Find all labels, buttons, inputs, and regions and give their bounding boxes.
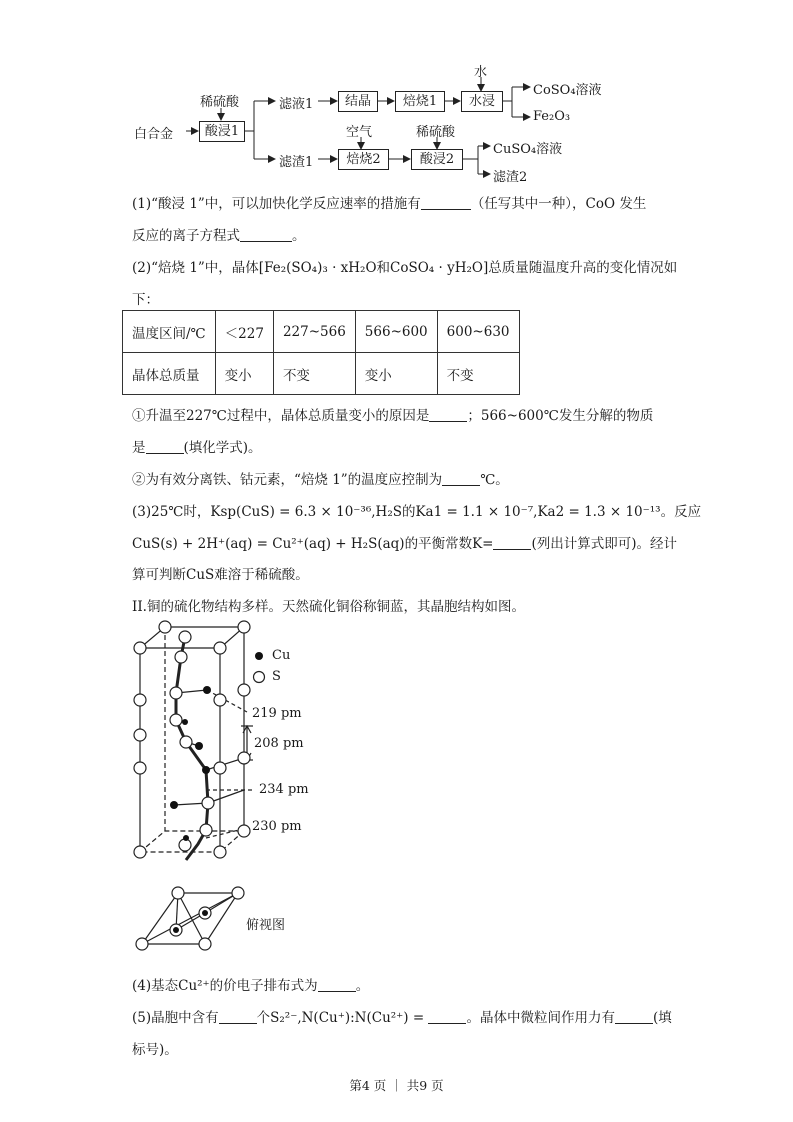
q2-line-2: 下：	[132, 292, 159, 308]
flow-step-roast-2: 焙烧2	[338, 149, 389, 170]
q5-line-2: 标号)。	[132, 1042, 178, 1058]
q3-line-2: CuS(s) + 2H⁺(aq) = Cu²⁺(aq) + H₂S(aq)的平衡常数K= (列出计算式即可)。经计	[132, 536, 678, 552]
flow-output-residue-2: 滤渣2	[493, 170, 528, 185]
flow-reagent-1: 稀硫酸	[200, 95, 240, 110]
flow-output-fe2o3: Fe₂O₃	[533, 109, 571, 124]
q1-line-1: (1)“酸浸 1”中，可以加快化学反应速率的措施有 （任写其中一种），CoO 发生	[132, 196, 647, 212]
q2-line-1: (2)“焙烧 1”中，晶体[Fe₂(SO₄)₃ · xH₂O和CoSO₄ · yH₂O]总质量随温度升高的变化情况如	[132, 260, 678, 276]
flow-step-acid-leach-2: 酸浸2	[411, 149, 463, 170]
distance-label-219: 219 pm	[252, 706, 302, 721]
flow-reagent-2: 稀硫酸	[416, 125, 456, 140]
table-header-cell: 温度区间/℃	[123, 311, 216, 353]
distance-label-230: 230 pm	[252, 819, 302, 834]
flow-water-label: 水	[474, 65, 488, 80]
distance-label-208: 208 pm	[254, 736, 304, 751]
table-header-cell: 227~566	[273, 311, 355, 353]
flow-step-acid-leach-1: 酸浸1	[199, 121, 245, 142]
q5-line-1: (5)晶胞中含有 个S₂²⁻,N(Cu⁺):N(Cu²⁺) = 。晶体中微粒间作用力有 (填	[132, 1010, 672, 1026]
table-cell: 变小	[355, 353, 437, 395]
table-header-cell: 600~630	[437, 311, 519, 353]
q1-line-2: 反应的离子方程式 。	[132, 228, 306, 244]
q2-sub2: ②为有效分离铁、钴元素，“焙烧 1”的温度应控制为 ℃。	[132, 472, 509, 488]
answer-blank[interactable]	[615, 1010, 653, 1025]
q4: (4)基态Cu²⁺的价电子排布式为 。	[132, 978, 370, 994]
answer-blank[interactable]	[428, 1010, 466, 1025]
answer-blank[interactable]	[318, 978, 356, 993]
table-cell: 变小	[215, 353, 273, 395]
flow-air-label: 空气	[346, 125, 373, 140]
flow-step-roast-1: 焙烧1	[395, 91, 445, 112]
flow-start: 白合金	[134, 127, 174, 142]
flow-residue-1: 滤渣1	[279, 155, 314, 170]
top-view-label: 俯视图	[246, 918, 286, 933]
q3-line-3: 算可判断CuS难溶于稀硫酸。	[132, 567, 309, 583]
page-footer: 第4 页 ｜ 共9 页	[349, 1078, 444, 1093]
distance-label-234: 234 pm	[259, 782, 309, 797]
q2-sub1-line-1: ①升温至227℃过程中，晶体总质量变小的原因是 ；566~600℃发生分解的物质	[132, 408, 654, 424]
q3-line-1: (3)25℃时，Ksp(CuS) = 6.3 × 10⁻³⁶,H₂S的Ka1 = 1.1 × 10⁻⁷,Ka2 = 1.3 × 10⁻¹³。反应	[132, 504, 702, 520]
flow-output-cuso4: CuSO₄溶液	[493, 142, 563, 157]
flow-filtrate-1: 滤液1	[279, 97, 314, 112]
table-header-cell: ＜227	[215, 311, 273, 353]
table-header-cell: 566~600	[355, 311, 437, 353]
answer-blank[interactable]	[219, 1010, 257, 1025]
flow-step-crystallize: 结晶	[338, 91, 378, 112]
table-cell: 不变	[437, 353, 519, 395]
legend-s: S	[272, 669, 281, 684]
table-cell: 不变	[273, 353, 355, 395]
legend-cu: Cu	[272, 648, 291, 663]
flow-step-water-leach: 水浸	[461, 91, 503, 112]
section-2-intro: II.铜的硫化物结构多样。天然硫化铜俗称铜蓝，其晶胞结构如图。	[132, 599, 525, 615]
flow-output-coso4: CoSO₄溶液	[533, 83, 602, 98]
q2-sub1-line-2: 是 (填化学式)。	[132, 440, 262, 456]
table-cell: 晶体总质量	[123, 353, 216, 395]
